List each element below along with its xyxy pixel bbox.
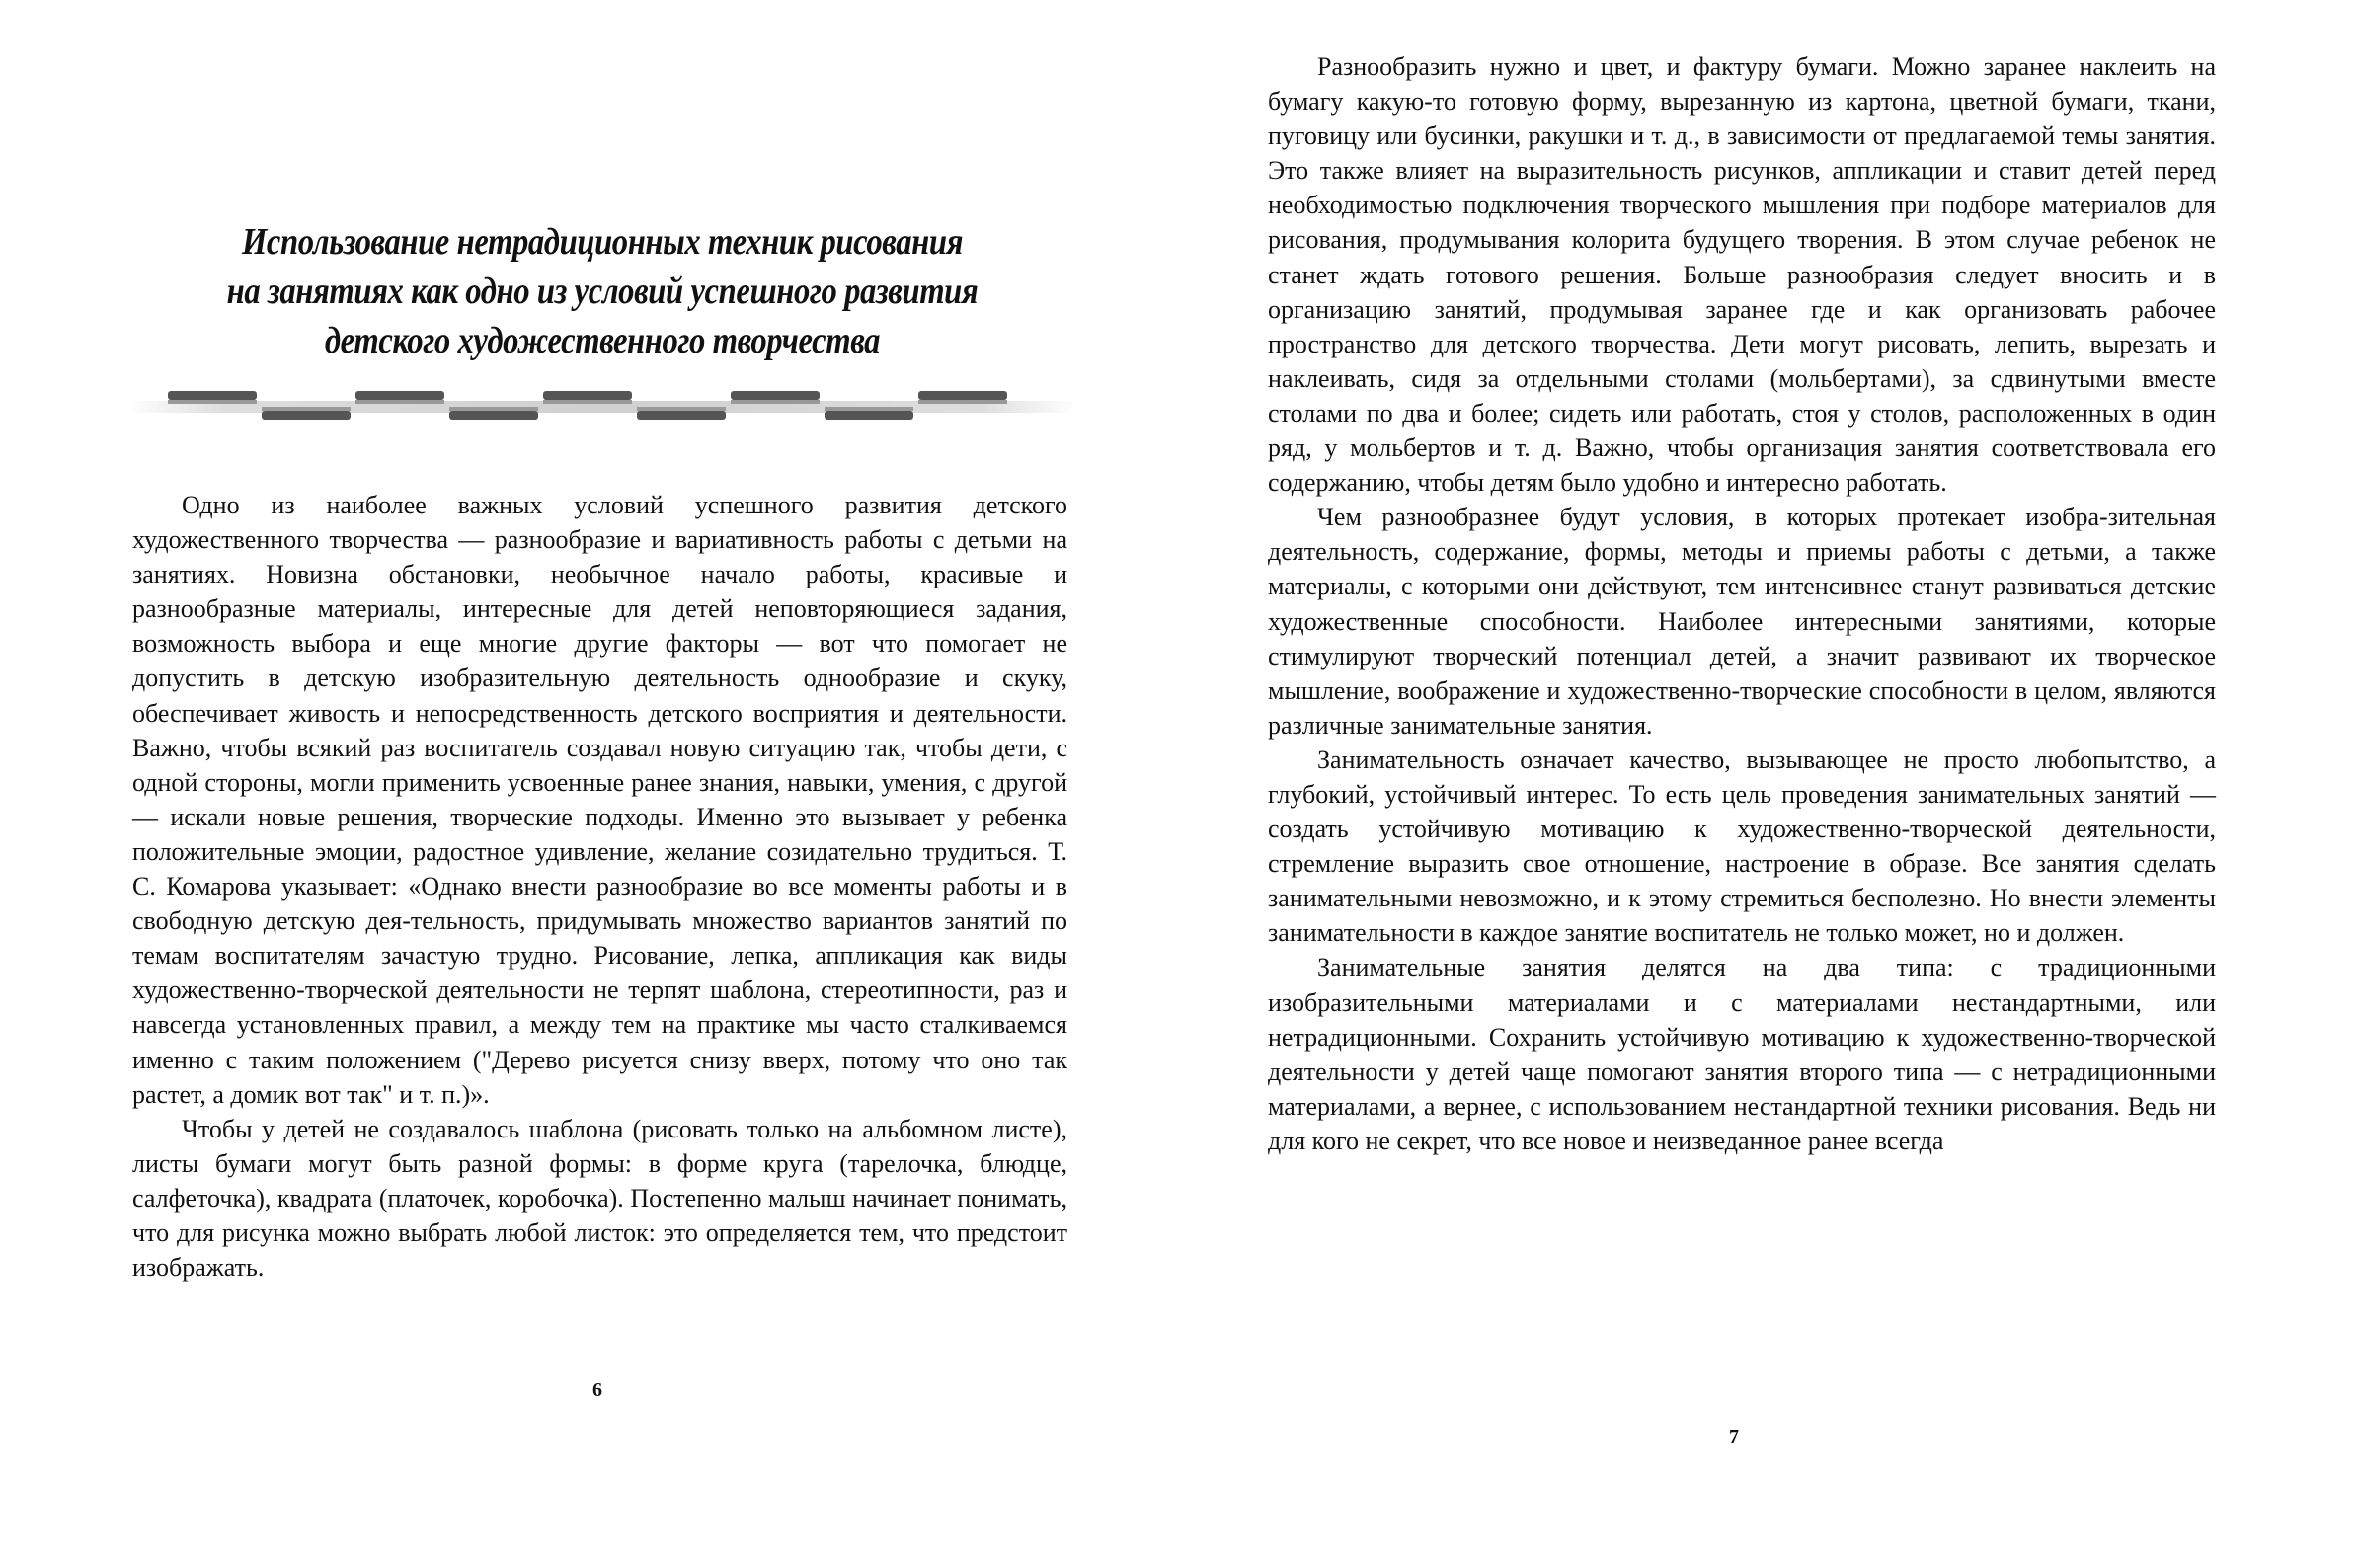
right-page-body	[1268, 49, 2216, 1158]
paragraph: Чтобы у детей не создавалось шаблона (рисовать только на альбомном листе), листы бумаги могут быть разной формы: в форме круга (тарелочка, блюдце, салфеточка), квадрата (платочек, коробочка). Постепенно малыш начинает понимать, что для рисунка можно выбрать любой листок: это определяется тем, что предстоит изображать.	[132, 1114, 1067, 1283]
paragraph: Разнообразить нужно и цвет, и фактуру бумаги. Можно заранее наклеить на бумагу какую-то готовую форму, вырезанную из картона, цветной бумаги, ткани, пуговицу или бусинки, ракушки и т. д., в зависимости от предлагаемой темы занятия. Это также влияет на выразительность рисунков, аппликации и ставит детей перед необходимостью подключения творческого мышления при подборе материалов для рисования, продумывания колорита будущего творения. В этом случае ребенок не станет ждать готового решения. Больше разнообразия следует вносить и в организацию занятий, продумывая заранее где и как организовать рабочее пространство для детского творчества. Дети могут рисовать, лепить, вырезать и наклеивать, сидя за отдельными столами (мольбертами), за сдвинутыми вместе столами по два и более; сидеть или работать, стоя у столов, расположенных в один ряд, у мольбертов и т. д. Важно, чтобы организация занятия соответствовала его содержанию, чтобы детям было удобно и интересно работать.	[1268, 52, 2216, 498]
title-line-1: Использование нетрадиционных техник рисования	[241, 221, 964, 263]
paragraph: Одно из наиболее важных условий успешного развития детского художественного творчества — разнообразие и вариативность работы с детьми на занятиях. Новизна обстановки, необычное начало работы, красивые и разнообразные материалы, интересные для детей неповторяющиеся задания, возможность выбора и еще многие другие факторы — вот что помогает не допустить в детскую изобразительную деятельность однообразие и скуку, обеспечивает живость и непосредственность детского восприятия и деятельности. Важно, чтобы всякий раз воспитатель создавал новую ситуацию так, чтобы дети, с одной стороны, могли применить усвоенные ранее знания, навыки, умения, с другой — искали новые решения, творческие подходы. Именно это вызывает у ребенка положительные эмоции, радостное удивление, желание созидательно трудиться. Т. С. Комарова указывает: «Однако внести разнообразие во все моменты работы и в свободную детскую дея-тельность, придумывать множество вариантов занятий по темам воспитателям зачастую трудно. Рисование, лепка, аппликация как виды художественно-творческой деятельности не терпят шаблона, стереотипности, раз и навсегда установленных правил, а между тем на практике мы часто сталкиваемся именно с таким положением ("Дерево рисуется снизу вверх, потому что оно так растет, а домик вот так" и т. п.)».	[132, 491, 1067, 1109]
paragraph: Чем разнообразнее будут условия, в которых протекает изобра-зительная деятельность, содержание, формы, методы и приемы работы с детьми, а также материалы, с которыми они действуют, тем интенсивнее станут развиваться детские художественные способности. Наиболее интересными занятиями, которые стимулируют творческий потенциал детей, а значит развивают их творческое мышление, воображение и художественно-творческие способности в целом, являются различные занимательные занятия.	[1268, 503, 2216, 740]
left-page	[0, 0, 1179, 1568]
left-page-body	[132, 488, 1067, 1285]
paragraph: Занимательность означает качество, вызывающее не просто любопытство, а глубокий, устойчивый интерес. То есть цель проведения занимательных занятий — создать устойчивую мотивацию к художественно-творческой деятельности, стремление выразить свое отношение, настроение в образе. Все занятия сделать занимательными невозможно, и к этому стремиться бесполезно. Но внести элементы занимательности в каждое занятие воспитатель не только может, но и должен.	[1268, 745, 2216, 948]
paragraph: Занимательные занятия делятся на два типа: с традиционными изобразительными материалами и с материалами нестандартными, или нетрадиционными. Сохранить устойчивую мотивацию к художественно-творческой деятельности у детей чаще помогают занятия второго типа — с нетрадиционными материалами, а вернее, с использованием нестандартной техники рисования. Ведь ни для кого не секрет, что все новое и неизведанное ранее всегда	[1268, 953, 2216, 1155]
title-line-2: на занятиях как одно из условий успешного развития	[226, 271, 979, 312]
page-number: 7	[1729, 1426, 1739, 1448]
page-number: 6	[592, 1379, 602, 1401]
chapter-title	[203, 217, 1001, 365]
title-line-3: детского художественного творчества	[324, 320, 881, 361]
decorative-divider	[128, 383, 1076, 429]
right-page	[1179, 0, 2359, 1568]
